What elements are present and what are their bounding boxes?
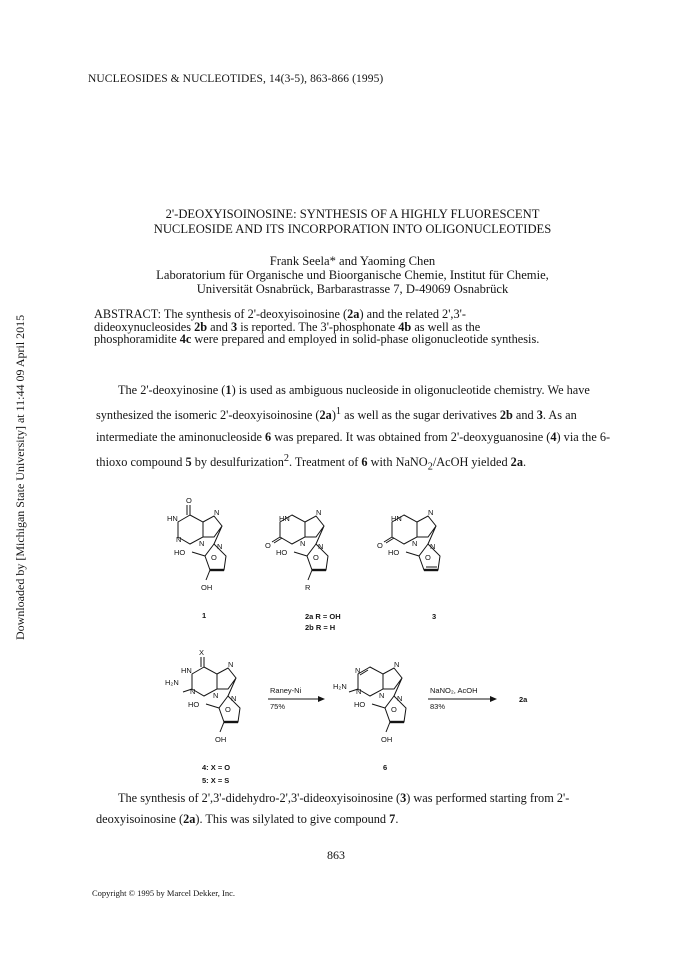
compound-label-2b: 2b R = H <box>305 623 336 632</box>
yield-75: 75% <box>270 702 286 711</box>
paragraph-2: The synthesis of 2',3'-didehydro-2',3'-dideoxyisoinosine (3) was performed starting from 2'-deoxyisoinosine (2a). This was silylated to give compound 7. <box>96 791 570 827</box>
page-number: 863 <box>327 848 345 862</box>
structure-compound-1 <box>167 496 226 592</box>
atom-ho: HO <box>354 700 366 709</box>
copyright-notice: Copyright © 1995 by Marcel Dekker, Inc. <box>92 888 236 898</box>
download-watermark: Downloaded by [Michigan State University] at 11:44 09 April 2015 <box>13 314 27 640</box>
atom-n: N <box>428 508 434 517</box>
atom-o: O <box>313 553 319 562</box>
yield-83: 83% <box>430 702 446 711</box>
atom-n: N <box>356 687 362 696</box>
atom-n: N <box>176 535 182 544</box>
atom-n: N <box>228 660 234 669</box>
atom-ho: HO <box>188 700 200 709</box>
paper-title-line-1: 2'-DEOXYISOINOSINE: SYNTHESIS OF A HIGHLY FLUORESCENT <box>165 207 540 221</box>
structure-compound-3 <box>377 508 440 570</box>
compound-label-6: 6 <box>383 763 388 772</box>
product-2a: 2a <box>519 695 528 704</box>
atom-o: O <box>377 541 383 550</box>
atom-ho: HO <box>388 548 400 557</box>
atom-n: N <box>412 539 418 548</box>
structure-compound-2 <box>265 508 328 592</box>
reaction-arrow-1 <box>268 686 325 711</box>
atom-o: O <box>225 705 231 714</box>
atom-n: N <box>397 694 403 703</box>
atom-hn: HN <box>167 514 178 523</box>
atom-n: N <box>217 542 223 551</box>
paragraph-1: The 2'-deoxyinosine (1) is used as ambiguous nucleoside in oligonucleotide chemistry. We have synthesized the isomeric 2'-deoxyisoinosine $(2a)^1$ as well as the sugar derivatives 2b and 3. As an intermediate the aminonucleoside 6 was prepared. It was obtained from 2'-deoxyguanosine (4) via the 6-thioxo compound 5 by desulfurization$^2$. Treatment of 6 with NaNO$_2$/AcOH yielded 2a. <box>96 383 611 473</box>
atom-r: R <box>305 583 311 592</box>
atom-x: X <box>199 648 205 657</box>
paper-title-line-2: NUCLEOSIDE AND ITS INCORPORATION INTO OLIGONUCLEOTIDES <box>153 222 552 236</box>
atom-o: O <box>391 705 397 714</box>
atom-n: N <box>300 539 306 548</box>
compound-label-5: 5: X = S <box>202 776 230 785</box>
atom-o: O <box>265 541 271 550</box>
reagent-raney-ni: Raney-Ni <box>270 686 302 695</box>
atom-o: O <box>186 496 192 505</box>
atom-ho: HO <box>174 548 186 557</box>
atom-n: N <box>199 539 205 548</box>
atom-ho: HO <box>276 548 288 557</box>
atom-n: N <box>231 694 237 703</box>
abstract: ABSTRACT: The synthesis of 2'-deoxyisoinosine (2a) and the related 2',3'-dideoxynucleosides 2b and 3 is reported. The 3'-phosphonate 4b as well as the phosphoramidite 4c were prepared and employed in solid-phase oligonucleotide synthesis. <box>94 307 540 346</box>
atom-oh: OH <box>381 735 393 744</box>
atom-n: N <box>316 508 322 517</box>
structure-compound-4-5 <box>165 648 240 744</box>
atom-oh: OH <box>215 735 227 744</box>
structure-compound-6 <box>333 660 406 744</box>
atom-hn: HN <box>391 514 402 523</box>
affiliation-line-2: Universität Osnabrück, Barbarastrasse 7, D-49069 Osnabrück <box>196 282 509 296</box>
atom-n: N <box>379 691 385 700</box>
compound-label-3: 3 <box>432 612 437 621</box>
compound-label-1: 1 <box>202 611 207 620</box>
journal-header: NUCLEOSIDES & NUCLEOTIDES, 14(3-5), 863-866 (1995) <box>88 73 384 85</box>
atom-n: N <box>355 666 361 675</box>
atom-h2n: H₂N <box>165 678 179 687</box>
atom-hn: HN <box>279 514 290 523</box>
atom-o: O <box>211 553 217 562</box>
reagent-nano2-acoh: NaNO₂, AcOH <box>430 686 478 695</box>
affiliation-line-1: Laboratorium für Organische und Bioorganische Chemie, Institut für Chemie, <box>156 268 549 282</box>
compound-label-2a: 2a R = OH <box>305 612 341 621</box>
reaction-arrow-2 <box>428 686 528 711</box>
atom-n: N <box>213 691 219 700</box>
atom-oh: OH <box>201 583 213 592</box>
compound-label-4: 4: X = O <box>202 763 231 772</box>
atom-n: N <box>214 508 220 517</box>
atom-hn: HN <box>181 666 192 675</box>
atom-o: O <box>425 553 431 562</box>
atom-n: N <box>394 660 400 669</box>
authors: Frank Seela* and Yaoming Chen <box>269 254 436 268</box>
atom-h2n: H₂N <box>333 682 347 691</box>
atom-n: N <box>430 542 436 551</box>
atom-n: N <box>318 542 324 551</box>
atom-n: N <box>190 687 196 696</box>
